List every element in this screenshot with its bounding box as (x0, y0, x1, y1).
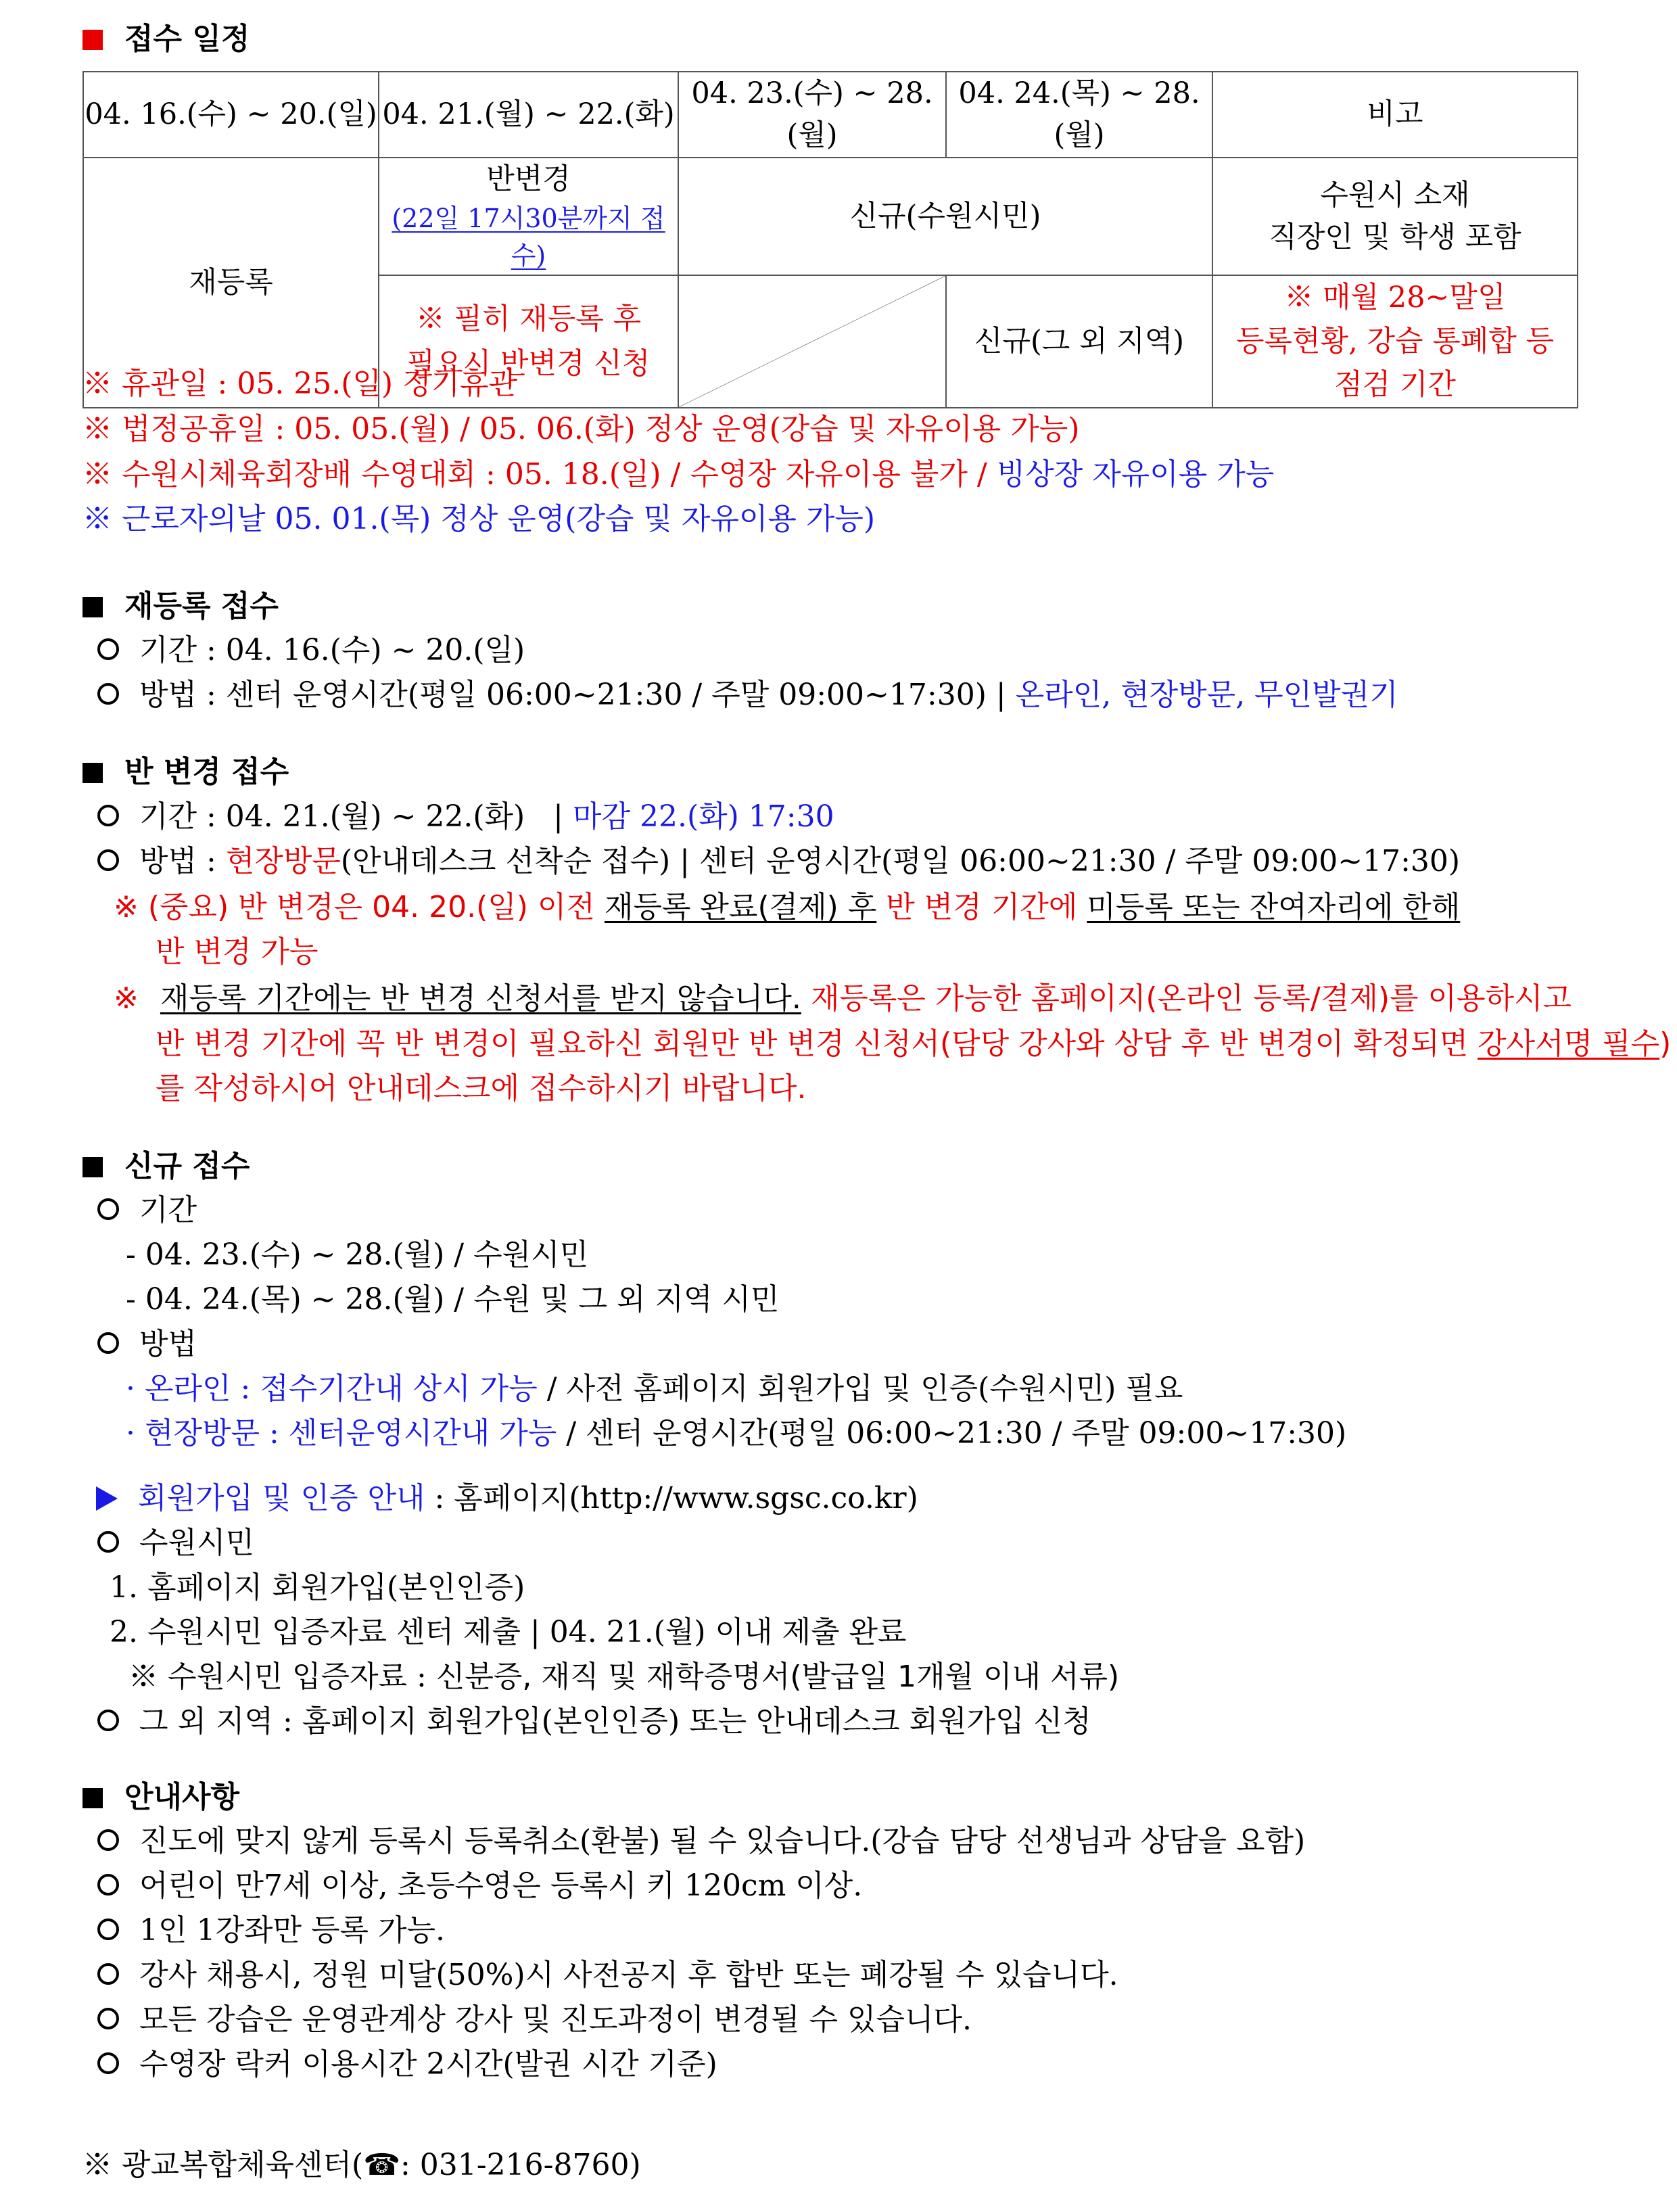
proof-a: ※ 수원시민 입증자료 : (128, 1660, 427, 1694)
diagonal-line (679, 276, 945, 407)
class-change-label: 반변경 (486, 162, 571, 196)
note2-d: 강사서명 필수 (1478, 1027, 1660, 1061)
remark-line-2: 직장인 및 학생 포함 (1269, 220, 1521, 254)
footer-phone: : 031-216-8760) (400, 2148, 641, 2182)
circle-bullet-icon (97, 1198, 119, 1220)
cell-remark-red (1212, 275, 1578, 408)
class-change-deadline: (22일 17시30분까지 접수) (392, 204, 665, 271)
other-region-text: 그 외 지역 : 홈페이지 회원가입(본인인증) 또는 안내데스크 회원가입 신청 (139, 1704, 1091, 1739)
membership-step-2: 2. 수원시민 입증자료 센터 제출 | 04. 21.(월) 이내 제출 완료 (110, 1615, 907, 1649)
red-square-bullet-icon (82, 30, 103, 50)
class-change-method-rest: (안내데스크 선착순 접수) | 센터 운영시간(평일 06:00~21:30 / 주말 09:00~17:30) (340, 844, 1461, 878)
class-change-heading (82, 757, 289, 787)
guidance-item-text: 진도에 맞지 않게 등록시 등록취소(환불) 될 수 있습니다.(강습 담당 선생님과 상담을 요함) (139, 1824, 1306, 1858)
circle-bullet-icon (97, 2008, 119, 2029)
notice-contest-part2: 빙상장 자유이용 가능 (996, 457, 1275, 492)
remark-red-2: 등록현황, 강습 통폐합 등 (1235, 324, 1555, 358)
membership-title: 회원가입 및 인증 안내 (138, 1481, 425, 1515)
membership-suwon-label: 수원시민 (139, 1526, 255, 1560)
notice-labor-day: ※ 근로자의날 05. 01.(목) 정상 운영(강습 및 자유이용 가능) (82, 502, 876, 536)
cell-new-suwon: 신규(수원시민) (678, 158, 1212, 276)
note2-c: 반 변경 기간에 꼭 반 변경이 필요하신 회원만 반 변경 신청서(담당 강사와 상담 후 반 변경이 확정되면 (156, 1027, 1469, 1061)
circle-bullet-icon (97, 1919, 119, 1940)
guidance-item-text: 강사 채용시, 정원 미달(50%)시 사전공지 후 합반 또는 폐강될 수 있습니다. (139, 1958, 1118, 1992)
new-registration-heading-text: 신규 접수 (124, 1149, 250, 1183)
footer-contact (82, 2150, 641, 2180)
new-method-visit (126, 1416, 1347, 1451)
notice-contest-part1: ※ 수원시체육회장배 수영대회 : 05. 18.(일) / 수영장 자유이용 불가 / (82, 457, 987, 492)
cell-class-change (379, 158, 678, 276)
new-method-label-text: 방법 (139, 1327, 197, 1361)
note2-a: 재등록 기간에는 반 변경 신청서를 받지 않습니다. (160, 981, 801, 1016)
guidance-item (97, 1868, 863, 1903)
class-change-heading-text: 반 변경 접수 (124, 755, 289, 789)
guidance-item (97, 2002, 972, 2037)
class-change-note2 (114, 981, 1572, 1016)
circle-bullet-icon (97, 805, 119, 826)
cell-empty-diagonal (678, 275, 946, 408)
guidance-item (97, 1824, 1306, 1858)
circle-bullet-icon (97, 1963, 119, 1985)
class-change-deadline-text: 마감 22.(화) 17:30 (573, 799, 834, 834)
note2-e: ) (1659, 1027, 1672, 1061)
important-b: 재등록 완료(결제) 후 (604, 890, 877, 924)
important-a: ※ (중요) 반 변경은 04. 20.(일) 이전 (114, 890, 595, 924)
schedule-heading-text: 접수 일정 (124, 22, 250, 56)
square-bullet-icon (82, 1157, 103, 1177)
circle-bullet-icon (97, 1710, 119, 1731)
online-label: · 온라인 : 접수기간내 상시 가능 (126, 1371, 538, 1406)
membership-homepage: : 홈페이지(http://www.sgsc.co.kr) (434, 1481, 918, 1515)
class-change-method (97, 844, 1461, 878)
circle-bullet-icon (97, 849, 119, 871)
class-change-period-text: 기간 : 04. 21.(월) ~ 22.(화) | (139, 799, 564, 834)
reregistration-period-text: 기간 : 04. 16.(수) ~ 20.(일) (139, 633, 525, 667)
phone-icon: ☎ (363, 2148, 400, 2182)
guidance-item-text: 모든 강습은 운영관계상 강사 및 진도과정이 변경될 수 있습니다. (139, 2002, 972, 2037)
new-registration-heading (82, 1149, 250, 1183)
notice-contest (82, 457, 1275, 492)
circle-bullet-icon (97, 1829, 119, 1851)
schedule-table (82, 71, 1578, 408)
cell-new-other: 신규(그 외 지역) (946, 275, 1212, 408)
circle-bullet-icon (97, 638, 119, 660)
visit-rest: / 센터 운영시간(평일 06:00~21:30 / 주말 09:00~17:30) (566, 1416, 1347, 1451)
remark-red-3: 점검 기간 (1334, 368, 1456, 402)
remark-line-1: 수원시 소재 (1320, 178, 1470, 212)
proof-b: 신분증, 재직 및 재학증명서(발급일 1개월 이내 서류) (435, 1660, 1120, 1694)
schedule-col-1: 04. 16.(수) ~ 20.(일) (83, 72, 379, 158)
guidance-item (97, 1913, 445, 1948)
guidance-heading (82, 1780, 240, 1814)
reregistration-heading (82, 589, 279, 623)
schedule-col-remark: 비고 (1212, 72, 1578, 158)
guidance-item (97, 2047, 717, 2081)
visit-label: · 현장방문 : 센터운영시간내 가능 (126, 1416, 557, 1451)
reregistration-heading-text: 재등록 접수 (124, 589, 279, 623)
guidance-heading-text: 안내사항 (124, 1780, 240, 1814)
circle-bullet-icon (97, 1332, 119, 1354)
note2-b: 재등록은 가능한 홈페이지(온라인 등록/결제)를 이용하시고 (810, 981, 1572, 1016)
membership-title-line (96, 1481, 918, 1515)
reregistration-method (97, 680, 1398, 710)
circle-bullet-icon (97, 1531, 119, 1553)
schedule-heading (82, 24, 250, 54)
guidance-item-text: 1인 1강좌만 등록 가능. (139, 1913, 445, 1948)
important-d: 미등록 또는 잔여자리에 한해 (1087, 890, 1461, 924)
class-change-note-1: ※ 필히 재등록 후 (415, 302, 642, 336)
circle-bullet-icon (97, 683, 119, 705)
membership-suwon (97, 1528, 254, 1558)
important-e: 반 변경 가능 (156, 935, 318, 969)
new-method-online (126, 1371, 1183, 1406)
circle-bullet-icon (97, 2052, 119, 2074)
new-period-label-text: 기간 (139, 1193, 197, 1227)
footer-prefix: ※ 광교복합체육센터( (82, 2148, 364, 2182)
class-change-note-2: 필요시 반변경 신청 (406, 347, 651, 381)
class-change-important (114, 890, 1461, 924)
schedule-col-3: 04. 23.(수) ~ 28.(월) (678, 72, 946, 158)
reregistration-period (97, 633, 525, 667)
reregistration-method-text: 방법 : 센터 운영시간(평일 06:00~21:30 / 주말 09:00~17:30) | (139, 678, 1006, 712)
membership-other-region (97, 1704, 1091, 1739)
notice-closed-day: ※ 휴관일 : 05. 25.(일) 정기휴관 (82, 367, 518, 401)
schedule-col-2: 04. 21.(월) ~ 22.(화) (379, 72, 678, 158)
class-change-method-visit: 현장방문 (225, 844, 341, 878)
membership-proof (128, 1662, 1119, 1692)
note2-f: 를 작성하시어 안내데스크에 접수하시기 바랍니다. (156, 1071, 807, 1106)
class-change-method-prefix: 방법 : (139, 844, 216, 878)
guidance-item (97, 1960, 1118, 1990)
square-bullet-icon (82, 597, 103, 617)
class-change-note2-line2 (156, 1029, 1671, 1059)
note-mark: ※ (114, 981, 139, 1016)
new-period-1: - 04. 23.(수) ~ 28.(월) / 수원시민 (126, 1238, 589, 1272)
important-c: 반 변경 기간에 (886, 890, 1078, 924)
notice-holidays-text: ※ 법정공휴일 : 05. 05.(월) / 05. 06.(화) 정상 운영(강습 및 자유이용 가능) (82, 412, 1080, 446)
remark-red-1: ※ 매월 28~말일 (1284, 281, 1506, 315)
membership-step-1: 1. 홈페이지 회원가입(본인인증) (110, 1570, 525, 1605)
notice-holidays (82, 412, 1080, 446)
new-period-label (97, 1193, 197, 1227)
square-bullet-icon (82, 1788, 103, 1808)
triangle-bullet-icon (96, 1486, 118, 1511)
square-bullet-icon (82, 763, 103, 783)
guidance-item-text: 수영장 락커 이용시간 2시간(발권 시간 기준) (139, 2047, 717, 2081)
cell-reregister: 재등록 (83, 158, 379, 408)
circle-bullet-icon (97, 1874, 119, 1896)
reregistration-channels: 온라인, 현장방문, 무인발권기 (1015, 678, 1398, 712)
new-method-label (97, 1329, 197, 1359)
online-rest: / 사전 홈페이지 회원가입 및 인증(수원시민) 필요 (546, 1371, 1183, 1406)
class-change-period (97, 799, 834, 834)
guidance-item-text: 어린이 만7세 이상, 초등수영은 등록시 키 120cm 이상. (139, 1868, 863, 1903)
new-period-2: - 04. 24.(목) ~ 28.(월) / 수원 및 그 외 지역 시민 (126, 1282, 780, 1317)
schedule-col-4: 04. 24.(목) ~ 28.(월) (946, 72, 1212, 158)
cell-remark (1212, 158, 1578, 276)
